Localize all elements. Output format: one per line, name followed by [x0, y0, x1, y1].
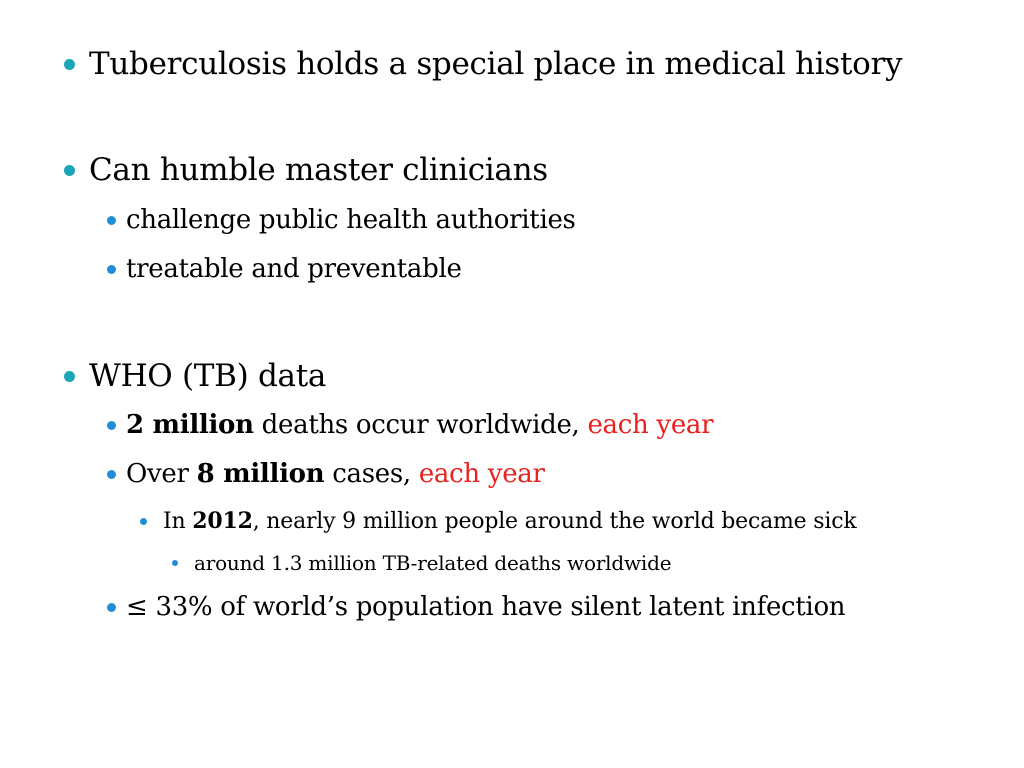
bullet-item-who-data: [64, 358, 326, 394]
bullet-dot-icon: [107, 603, 116, 612]
bullet-dot-icon: [64, 59, 75, 70]
cases-text: cases,: [324, 459, 419, 489]
deaths-text: deaths occur worldwide,: [253, 410, 588, 440]
deaths-each-year: each year: [587, 410, 714, 440]
bullet-text: around 1.3 million TB-related deaths worldwide: [194, 551, 672, 575]
sub-bullet-public-health: [107, 205, 576, 235]
bullet-dot-icon: [64, 165, 75, 176]
bullet-text: ≤ 33% of world’s population have silent latent infection: [126, 592, 846, 622]
bullet-item-humble-clinicians: [64, 152, 548, 188]
year-value: 2012: [192, 508, 253, 534]
bullet-dot-icon: [107, 216, 116, 225]
cases-count: 8 million: [196, 459, 325, 489]
bullet-dot-icon: [64, 371, 75, 382]
sub-bullet-treatable: [107, 254, 462, 284]
bullet-dot-icon: [107, 421, 116, 430]
cases-each-year: each year: [418, 459, 545, 489]
sub-sub-bullet-2012: [140, 508, 856, 534]
bullet-dot-icon: [107, 265, 116, 274]
cases-prefix: Over: [126, 459, 197, 489]
bullet-text: treatable and preventable: [126, 254, 462, 284]
bullet-item-tb-history: [64, 46, 902, 82]
sub-bullet-cases: [107, 459, 545, 489]
bullet-text: WHO (TB) data: [89, 358, 327, 394]
sub-bullet-deaths: [107, 410, 713, 440]
sub-bullet-latent-infection: [107, 592, 845, 622]
bullet-text: challenge public health authorities: [126, 205, 576, 235]
bullet-text: Can humble master clinicians: [89, 152, 548, 188]
sub-sub-sub-bullet-deaths: [172, 551, 671, 575]
deaths-count: 2 million: [126, 410, 254, 440]
bullet-dot-icon: [140, 518, 147, 525]
bullet-dot-icon: [107, 470, 116, 479]
year-text: , nearly 9 million people around the world became sick: [252, 508, 857, 534]
bullet-dot-icon: [172, 560, 178, 566]
bullet-text: Tuberculosis holds a special place in medical history: [89, 46, 903, 82]
year-prefix: In: [163, 508, 193, 534]
